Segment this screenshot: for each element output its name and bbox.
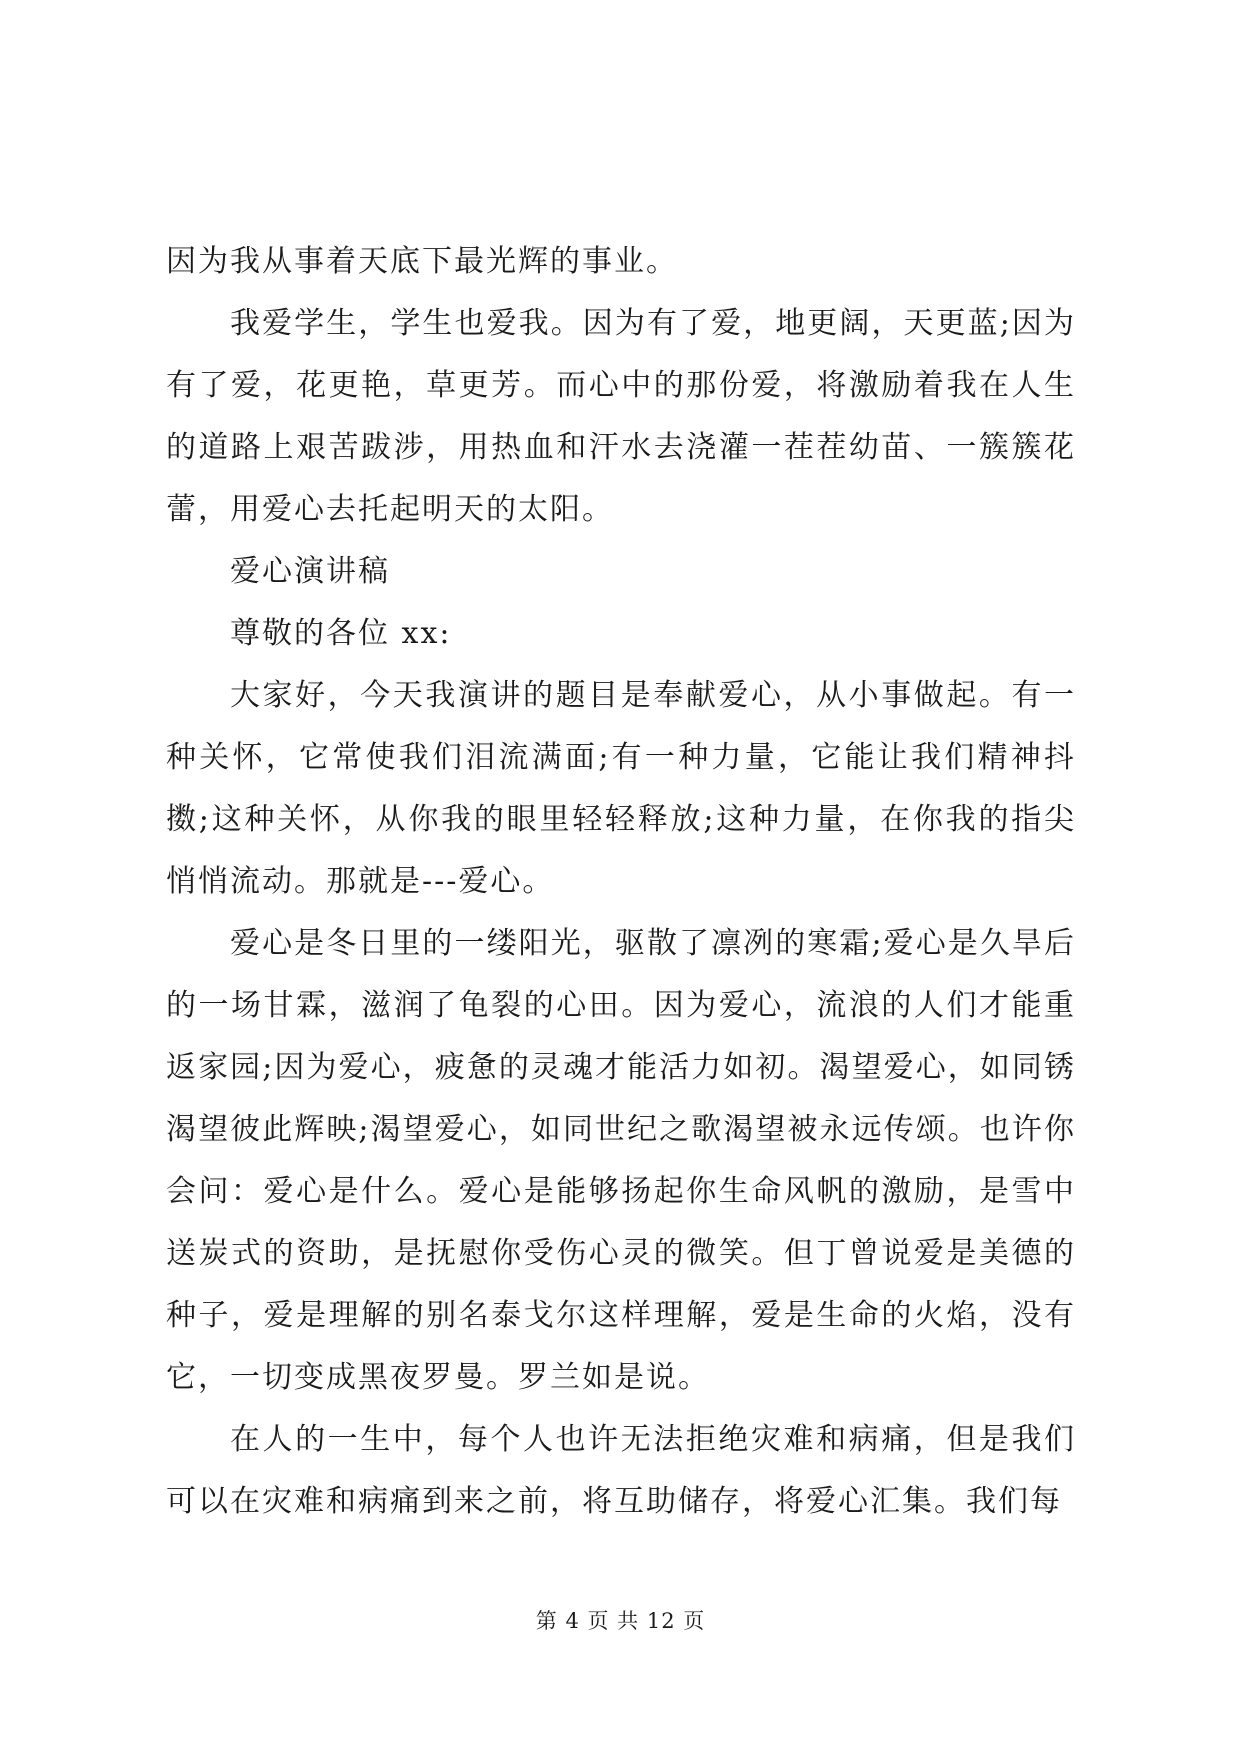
- page-number-footer: 第 4 页 共 12 页: [535, 1609, 706, 1633]
- paragraph-2: 我爱学生，学生也爱我。因为有了爱，地更阔，天更蓝;因为有了爱，花更艳，草更芳。而心中的那份爱，将激励着我在人生的道路上艰苦跋涉，用热血和汗水去浇灌一茬茬幼苗、一簇簇花蕾，用爱心去托起明天的太阳。: [166, 306, 1076, 527]
- salutation: 尊敬的各位 xx:: [230, 616, 452, 651]
- paragraph-6: 爱心是冬日里的一缕阳光，驱散了凛冽的寒霜;爱心是久旱后的一场甘霖，滋润了龟裂的心田。因为爱心，流浪的人们才能重返家园;因为爱心，疲惫的灵魂才能活力如初。渴望爱心，如同锈渴望彼此辉映;渴望爱心，如同世纪之歌渴望被永远传颂。也许你会问：爱心是什么。爱心是能够扬起你生命风帆的激励，是雪中送炭式的资助，是抚慰你受伤心灵的微笑。但丁曾说爱是美德的种子，爱是理解的别名泰戈尔这样理解，爱是生命的火焰，没有它，一切变成黑夜罗曼。罗兰如是说。: [166, 926, 1076, 1395]
- paragraph-5: 大家好，今天我演讲的题目是奉献爱心，从小事做起。有一种关怀，它常使我们泪流满面;有一种力量，它能让我们精神抖擞;这种关怀，从你我的眼里轻轻释放;这种力量，在你我的指尖悄悄流动。那就是---爱心。: [166, 678, 1076, 899]
- document-body: [166, 231, 1076, 1533]
- speech-title: 爱心演讲稿: [230, 554, 390, 589]
- paragraph-7: 在人的一生中，每个人也许无法拒绝灾难和病痛，但是我们可以在灾难和病痛到来之前，将互助储存，将爱心汇集。我们每: [166, 1422, 1076, 1519]
- paragraph-1: 因为我从事着天底下最光辉的事业。: [166, 244, 678, 279]
